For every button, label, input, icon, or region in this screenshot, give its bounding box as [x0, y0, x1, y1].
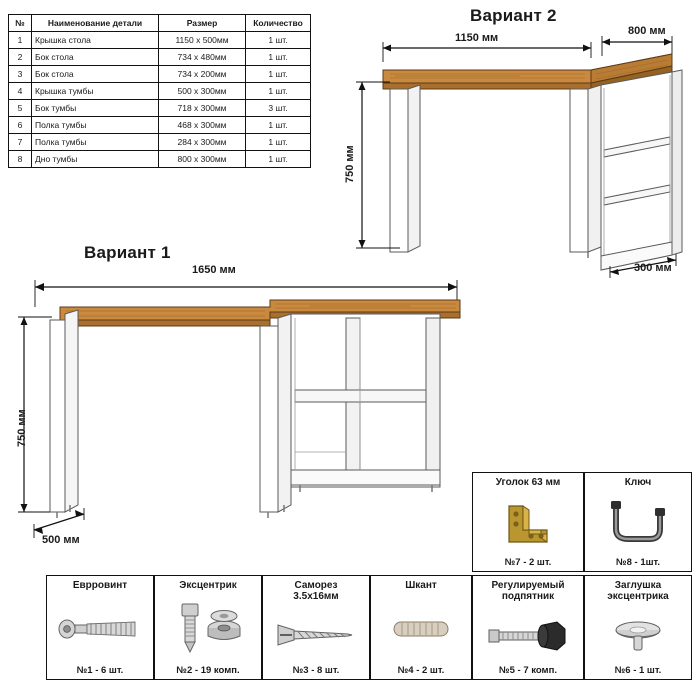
variant2-drawing	[320, 30, 695, 285]
variant1-title: Вариант 1	[84, 243, 171, 262]
hardware-qty: №5 - 7 комп.	[499, 665, 557, 676]
table-row	[9, 83, 311, 100]
center-divider-panel	[260, 314, 291, 512]
cell-name: Дно тумбы	[32, 151, 159, 168]
table-header-row	[9, 15, 311, 32]
cell-name: Бок тумбы	[32, 100, 159, 117]
col-name: Наименование детали	[32, 15, 159, 32]
cell-number: 2	[9, 49, 32, 66]
cell-name: Бок стола	[32, 66, 159, 83]
cell-size: 500 х 300мм	[159, 83, 246, 100]
hardware-item-self-tapping-screw[interactable]	[262, 575, 370, 680]
variant1-dim-height: 750 мм	[16, 409, 28, 447]
cell-size: 734 х 200мм	[159, 66, 246, 83]
parts-table	[8, 14, 311, 168]
variant2-dim-top-left: 1150 мм	[455, 32, 499, 44]
hardware-item-adjustable-foot[interactable]	[472, 575, 584, 680]
hardware-qty: №8 - 1шт.	[616, 557, 660, 568]
hardware-title-line1: Заглушка	[614, 580, 662, 591]
cell-name: Крышка стола	[32, 32, 159, 49]
cell-name: Полка тумбы	[32, 134, 159, 151]
cell-size: 718 х 300мм	[159, 100, 246, 117]
hardware-title-line2: 3.5х16мм	[293, 591, 339, 602]
hardware-qty: №6 - 1 шт.	[614, 665, 662, 676]
feet	[57, 485, 432, 518]
hardware-title: Еврровинт	[72, 580, 128, 591]
cell-qty: 1 шт.	[246, 49, 311, 66]
hardware-item-corner-bracket[interactable]	[472, 472, 584, 572]
cell-name: Крышка тумбы	[32, 83, 159, 100]
cell-number: 8	[9, 151, 32, 168]
hardware-qty: №7 - 2 шт.	[504, 557, 552, 568]
cell-number: 5	[9, 100, 32, 117]
variant1-dim-width: 1650 мм	[192, 264, 236, 276]
variant2-title: Вариант 2	[470, 6, 557, 25]
hardware-item-dowel[interactable]	[370, 575, 472, 680]
cell-qty: 3 шт.	[246, 100, 311, 117]
cell-size: 800 х 300мм	[159, 151, 246, 168]
cell-qty: 1 шт.	[246, 66, 311, 83]
corner-bracket-icon	[473, 491, 583, 555]
hardware-item-euro-screw[interactable]	[46, 575, 154, 680]
hardware-title: Эксцентрик	[179, 580, 237, 591]
cell-qty: 1 шт.	[246, 117, 311, 134]
hardware-qty: №2 - 19 комп.	[176, 665, 240, 676]
cabinet-left-panel	[570, 85, 601, 252]
cam-lock-icon	[155, 594, 261, 663]
hardware-title-line2: подпятник	[501, 591, 555, 602]
cell-qty: 1 шт.	[246, 83, 311, 100]
cell-size: 284 х 300мм	[159, 134, 246, 151]
table-row	[9, 117, 311, 134]
left-side-panel	[390, 85, 420, 252]
cell-number: 1	[9, 32, 32, 49]
table-row	[9, 66, 311, 83]
hardware-title-line1: Регулируемый	[491, 580, 565, 591]
dim-arrows-top	[383, 42, 672, 48]
hardware-title-line1: Саморез	[294, 580, 338, 591]
table-row	[9, 49, 311, 66]
hardware-title: Ключ	[624, 477, 652, 488]
col-size: Размер	[159, 15, 246, 32]
cell-number: 6	[9, 117, 32, 134]
hardware-title-line2: эксцентрика	[607, 591, 669, 602]
adjustable-foot-icon	[473, 608, 583, 663]
hardware-item-cam-cover[interactable]	[584, 575, 692, 680]
hardware-title: Уголок 63 мм	[495, 477, 561, 488]
cell-size: 734 х 480мм	[159, 49, 246, 66]
cell-qty: 1 шт.	[246, 151, 311, 168]
cell-size: 468 х 300мм	[159, 117, 246, 134]
hardware-qty: №1 - 6 шт.	[76, 665, 124, 676]
variant2-dim-height: 750 мм	[344, 145, 356, 183]
hardware-item-cam-lock[interactable]	[154, 575, 262, 680]
cell-name: Полка тумбы	[32, 117, 159, 134]
dowel-icon	[371, 594, 471, 663]
cell-number: 7	[9, 134, 32, 151]
cell-qty: 1 шт.	[246, 134, 311, 151]
table-row	[9, 100, 311, 117]
col-qty: Количество	[246, 15, 311, 32]
left-side-panel	[50, 310, 78, 512]
col-number: №	[9, 15, 32, 32]
cell-name: Бок стола	[32, 49, 159, 66]
table-row	[9, 151, 311, 168]
shelf-unit	[291, 314, 440, 487]
variant1-dim-depth: 500 мм	[42, 534, 80, 546]
variant2-dim-top-right: 800 мм	[628, 25, 666, 37]
cell-size: 1150 х 500мм	[159, 32, 246, 49]
hardware-title: Шкант	[405, 580, 437, 591]
variant1-drawing	[10, 262, 470, 562]
hardware-item-allen-key[interactable]	[584, 472, 692, 572]
hardware-qty: №4 - 2 шт.	[397, 665, 445, 676]
cabinet-body	[601, 70, 682, 270]
euro-screw-icon	[47, 594, 153, 663]
cell-number: 3	[9, 66, 32, 83]
variant2-dim-depth: 300 мм	[634, 262, 672, 274]
cam-cover-icon	[585, 610, 691, 663]
hardware-qty: №3 - 8 шт.	[292, 665, 340, 676]
self-tapping-screw-icon	[263, 606, 369, 663]
cell-number: 4	[9, 83, 32, 100]
allen-key-icon	[585, 491, 691, 555]
cell-qty: 1 шт.	[246, 32, 311, 49]
table-row	[9, 134, 311, 151]
table-row	[9, 32, 311, 49]
